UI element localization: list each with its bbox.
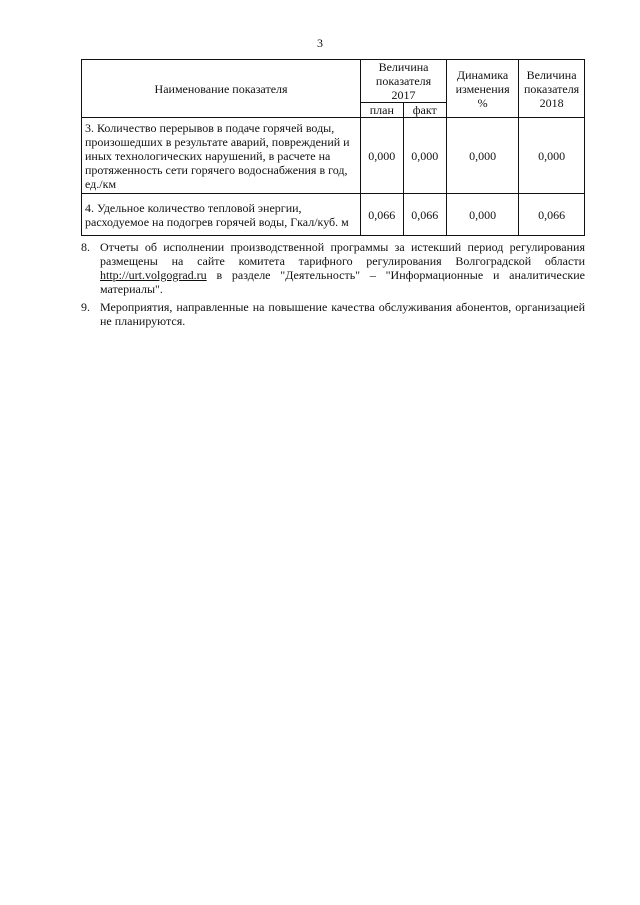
row-plan: 0,000 <box>361 118 403 194</box>
table-row <box>82 118 585 194</box>
list-item <box>81 300 585 328</box>
item-text: Мероприятия, направленные на повышение качества обслуживания абонентов, организацией не планируются. <box>100 300 585 328</box>
page-number: 3 <box>317 36 323 50</box>
site-link[interactable]: http://urt.volgograd.ru <box>100 268 207 282</box>
header-fact: факт <box>403 103 447 118</box>
header-value-2018: Величина показателя 2018 <box>519 60 585 118</box>
indicators-table <box>81 59 585 236</box>
numbered-list <box>81 240 585 332</box>
row-value-2018: 0,000 <box>519 118 585 194</box>
header-value-2017: Величина показателя 2017 <box>361 60 447 103</box>
row-name: 3. Количество перерывов в подаче горячей воды, произошедших в результате аварий, повреждений и иных технологических нарушений, в расчете на протяженность сети горячего водоснабжения в год, ед./км <box>82 118 361 194</box>
table-row <box>82 194 585 236</box>
list-marker: 8. <box>81 240 90 254</box>
row-plan: 0,066 <box>361 194 403 236</box>
row-name: 4. Удельное количество тепловой энергии, расходуемое на подогрев горячей воды, Гкал/куб. м <box>82 194 361 236</box>
item-text-end: в разделе "Деятельность" – "Информационные и аналитические материалы". <box>100 268 585 296</box>
row-dynamics: 0,000 <box>447 194 519 236</box>
header-dynamics: Динамика изменения % <box>447 60 519 118</box>
row-value-2018: 0,066 <box>519 194 585 236</box>
list-item <box>81 240 585 296</box>
item-text: Отчеты об исполнении производственной программы за истекший период регулирования размещены на сайте комитета тарифного регулирования Волгоградской области <box>100 240 585 268</box>
row-fact: 0,000 <box>403 118 447 194</box>
list-marker: 9. <box>81 300 90 314</box>
row-dynamics: 0,000 <box>447 118 519 194</box>
header-name: Наименование показателя <box>82 60 361 118</box>
table-header-row <box>82 60 585 103</box>
row-fact: 0,066 <box>403 194 447 236</box>
header-plan: план <box>361 103 403 118</box>
